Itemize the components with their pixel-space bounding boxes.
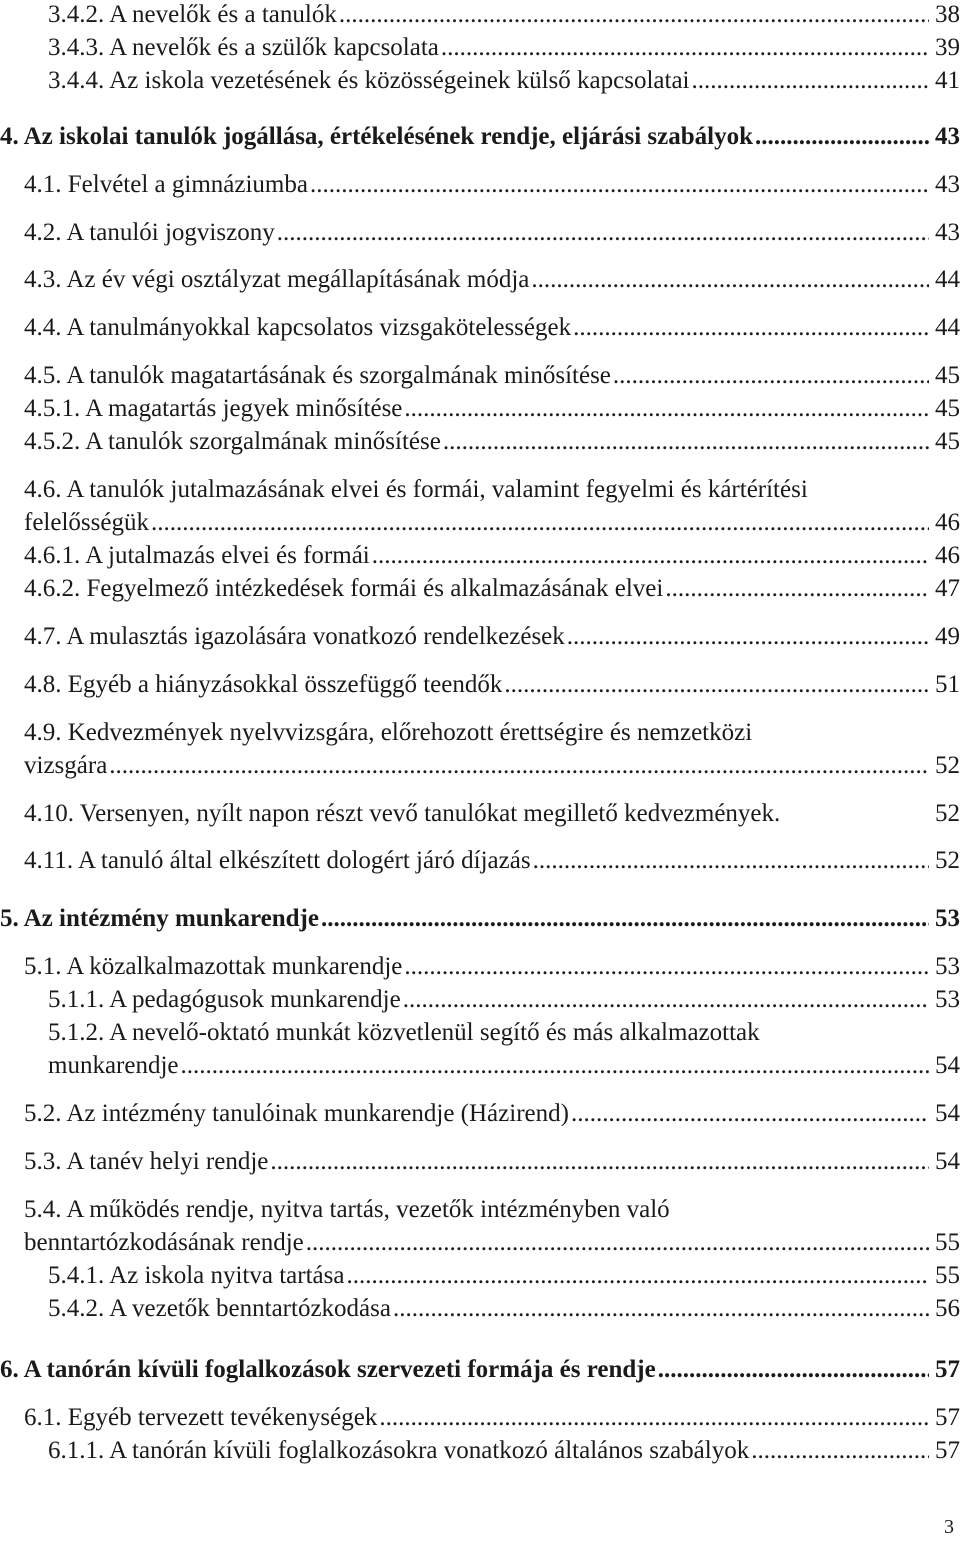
toc-entry-title-line2: munkarendje xyxy=(48,1052,179,1079)
toc-entry-page: 44 xyxy=(935,266,960,293)
toc-entry[interactable] xyxy=(48,1436,960,1466)
toc-entry[interactable] xyxy=(24,846,960,876)
toc-entry-title: 4.8. Egyéb a hiányzásokkal összefüggő teendők xyxy=(24,671,503,698)
leader-dots xyxy=(151,508,929,538)
leader-dots xyxy=(441,33,929,63)
leader-dots xyxy=(270,1147,929,1177)
leader-dots xyxy=(533,846,929,876)
leader-dots xyxy=(346,1261,929,1291)
toc-entry[interactable] xyxy=(24,574,960,604)
toc-entry-title: 5.1. A közalkalmazottak munkarendje xyxy=(24,953,403,980)
leader-dots xyxy=(393,1294,929,1324)
toc-chapter-entry[interactable] xyxy=(0,122,960,152)
toc-entry-page: 52 xyxy=(935,847,960,874)
toc-entry-title: 4. Az iskolai tanulók jogállása, értékelésének rendje, eljárási szabályok xyxy=(0,123,753,150)
toc-entry-page: 57 xyxy=(935,1404,960,1431)
toc-entry[interactable] xyxy=(48,1261,960,1291)
toc-entry[interactable] xyxy=(24,622,960,652)
toc-entry[interactable] xyxy=(24,427,960,457)
toc-entry-title: 4.5. A tanulók magatartásának és szorgalmának minősítése xyxy=(24,362,611,389)
toc-entry-title: 4.11. A tanuló által elkészített dologért járó díjazás xyxy=(24,847,531,874)
toc-entry-title: 4.6.2. Fegyelmező intézkedések formái és alkalmazásának elvei xyxy=(24,575,664,602)
leader-dots xyxy=(567,622,929,652)
leader-dots xyxy=(755,122,929,152)
toc-entry[interactable] xyxy=(48,1294,960,1324)
toc-entry-page: 52 xyxy=(935,800,960,827)
toc-entry-page: 49 xyxy=(935,623,960,650)
leader-dots xyxy=(321,904,929,934)
toc-entry-title: 4.2. A tanulói jogviszony xyxy=(24,219,275,246)
toc-entry[interactable] xyxy=(24,218,960,248)
toc-entry-page: 54 xyxy=(935,1052,960,1079)
toc-entry-title: 3.4.4. Az iskola vezetésének és közösségeinek külső kapcsolatai xyxy=(48,67,690,94)
toc-entry-title: 6.1.1. A tanórán kívüli foglalkozásokra vonatkozó általános szabályok xyxy=(48,1437,750,1464)
toc-entry[interactable] xyxy=(24,394,960,424)
leader-dots xyxy=(665,574,929,604)
toc-entry[interactable] xyxy=(24,799,960,829)
toc-entry-page: 38 xyxy=(935,1,960,28)
toc-entry-title: 6. A tanórán kívüli foglalkozások szervezeti formája és rendje xyxy=(0,1356,656,1383)
toc-entry-title: 4.4. A tanulmányokkal kapcsolatos vizsgakötelességek xyxy=(24,314,572,341)
toc-entry-page: 45 xyxy=(935,428,960,455)
toc-entry-title-line1[interactable]: 5.1.2. A nevelő-oktató munkát közvetlenül segítő és más alkalmazottak xyxy=(48,1019,760,1046)
leader-dots xyxy=(571,1099,929,1129)
toc-entry-title: 5.1.1. A pedagógusok munkarendje xyxy=(48,986,401,1013)
toc-entry-page: 46 xyxy=(935,542,960,569)
leader-dots xyxy=(310,170,929,200)
toc-entry-page: 45 xyxy=(935,362,960,389)
toc-entry[interactable] xyxy=(24,508,960,538)
toc-entry-page: 43 xyxy=(935,123,960,150)
toc-entry-page: 57 xyxy=(935,1356,960,1383)
toc-entry-page: 43 xyxy=(935,171,960,198)
toc-entry-title-line1[interactable]: 5.4. A működés rendje, nyitva tartás, vezetők intézményben való xyxy=(24,1196,670,1223)
toc-entry-title: 4.7. A mulasztás igazolására vonatkozó rendelkezések xyxy=(24,623,565,650)
leader-dots xyxy=(613,361,929,391)
toc-entry-title: 4.10. Versenyen, nyílt napon részt vevő tanulókat megillető kedvezmények. xyxy=(24,800,781,827)
toc-entry[interactable] xyxy=(48,1051,960,1081)
leader-dots xyxy=(658,1355,929,1385)
toc-entry-title-line1[interactable]: 4.9. Kedvezmények nyelvvizsgára, előrehozott érettségire és nemzetközi xyxy=(24,719,753,746)
leader-dots xyxy=(404,952,929,982)
toc-entry-title-line2: vizsgára xyxy=(24,752,108,779)
toc-entry-title-line2: benntartózkodásának rendje xyxy=(24,1229,304,1256)
toc-entry-page: 54 xyxy=(935,1148,960,1175)
toc-entry-title: 5.4.2. A vezetők benntartózkodása xyxy=(48,1295,391,1322)
toc-entry[interactable] xyxy=(24,1099,960,1129)
leader-dots xyxy=(277,218,929,248)
leader-dots xyxy=(531,265,929,295)
toc-entry[interactable] xyxy=(24,1147,960,1177)
toc-chapter-entry[interactable] xyxy=(0,904,960,934)
toc-entry[interactable] xyxy=(24,170,960,200)
leader-dots xyxy=(379,1403,929,1433)
toc-entry-page: 53 xyxy=(935,953,960,980)
toc-entry-page: 46 xyxy=(935,509,960,536)
toc-chapter-entry[interactable] xyxy=(0,1355,960,1385)
toc-entry[interactable] xyxy=(24,751,960,781)
toc-entry-page: 53 xyxy=(935,905,960,932)
toc-entry-title: 4.3. Az év végi osztályzat megállapításának módja xyxy=(24,266,530,293)
toc-entry-page: 51 xyxy=(935,671,960,698)
toc-entry[interactable] xyxy=(24,1403,960,1433)
page-number: 3 xyxy=(944,1516,954,1538)
toc-entry-title: 3.4.2. A nevelők és a tanulók xyxy=(48,1,337,28)
leader-dots xyxy=(443,427,929,457)
toc-entry-title: 4.5.1. A magatartás jegyek minősítése xyxy=(24,395,403,422)
toc-entry-page: 55 xyxy=(935,1229,960,1256)
toc-entry-page: 54 xyxy=(935,1100,960,1127)
toc-entry[interactable] xyxy=(24,361,960,391)
toc-entry-title-line1[interactable]: 4.6. A tanulók jutalmazásának elvei és formái, valamint fegyelmi és kártérítési xyxy=(24,476,808,503)
leader-dots xyxy=(339,0,929,30)
toc-entry-page: 55 xyxy=(935,1262,960,1289)
toc-entry-page: 41 xyxy=(935,67,960,94)
toc-entry-title: 4.5.2. A tanulók szorgalmának minősítése xyxy=(24,428,441,455)
toc-entry[interactable] xyxy=(24,1228,960,1258)
toc-entry-page: 45 xyxy=(935,395,960,422)
leader-dots xyxy=(504,670,929,700)
toc-entry[interactable] xyxy=(24,952,960,982)
toc-entry[interactable] xyxy=(48,33,960,63)
toc-entry-title: 6.1. Egyéb tervezett tevékenységek xyxy=(24,1404,378,1431)
toc-entry-page: 39 xyxy=(935,34,960,61)
toc-entry-title: 4.1. Felvétel a gimnáziumba xyxy=(24,171,308,198)
toc-entry-page: 52 xyxy=(935,752,960,779)
toc-entry-title: 5. Az intézmény munkarendje xyxy=(0,905,319,932)
leader-dots xyxy=(691,66,929,96)
toc-entry-page: 47 xyxy=(935,575,960,602)
leader-dots xyxy=(109,751,929,781)
toc-entry-title: 5.4.1. Az iskola nyitva tartása xyxy=(48,1262,345,1289)
leader-dots xyxy=(404,394,929,424)
toc-entry[interactable] xyxy=(24,313,960,343)
toc-entry-page: 57 xyxy=(935,1437,960,1464)
leader-dots xyxy=(751,1436,929,1466)
toc-entry-page: 44 xyxy=(935,314,960,341)
toc-entry-title-line2: felelősségük xyxy=(24,509,149,536)
toc-entry-page: 56 xyxy=(935,1295,960,1322)
toc-entry[interactable] xyxy=(24,670,960,700)
toc-entry[interactable] xyxy=(24,265,960,295)
leader-dots xyxy=(306,1228,929,1258)
toc-entry-title: 5.3. A tanév helyi rendje xyxy=(24,1148,269,1175)
toc-entry-page: 43 xyxy=(935,219,960,246)
leader-dots xyxy=(573,313,929,343)
leader-dots xyxy=(403,985,929,1015)
toc-entry-title: 5.2. Az intézmény tanulóinak munkarendje (Házirend) xyxy=(24,1100,569,1127)
toc-entry[interactable] xyxy=(48,0,960,30)
toc-entry[interactable] xyxy=(48,66,960,96)
leader-dots xyxy=(181,1051,929,1081)
toc-entry[interactable] xyxy=(48,985,960,1015)
toc-entry-title: 4.6.1. A jutalmazás elvei és formái xyxy=(24,542,370,569)
toc-entry[interactable] xyxy=(24,541,960,571)
leader-dots xyxy=(372,541,929,571)
toc-entry-title: 3.4.3. A nevelők és a szülők kapcsolata xyxy=(48,34,439,61)
toc-entry-page: 53 xyxy=(935,986,960,1013)
